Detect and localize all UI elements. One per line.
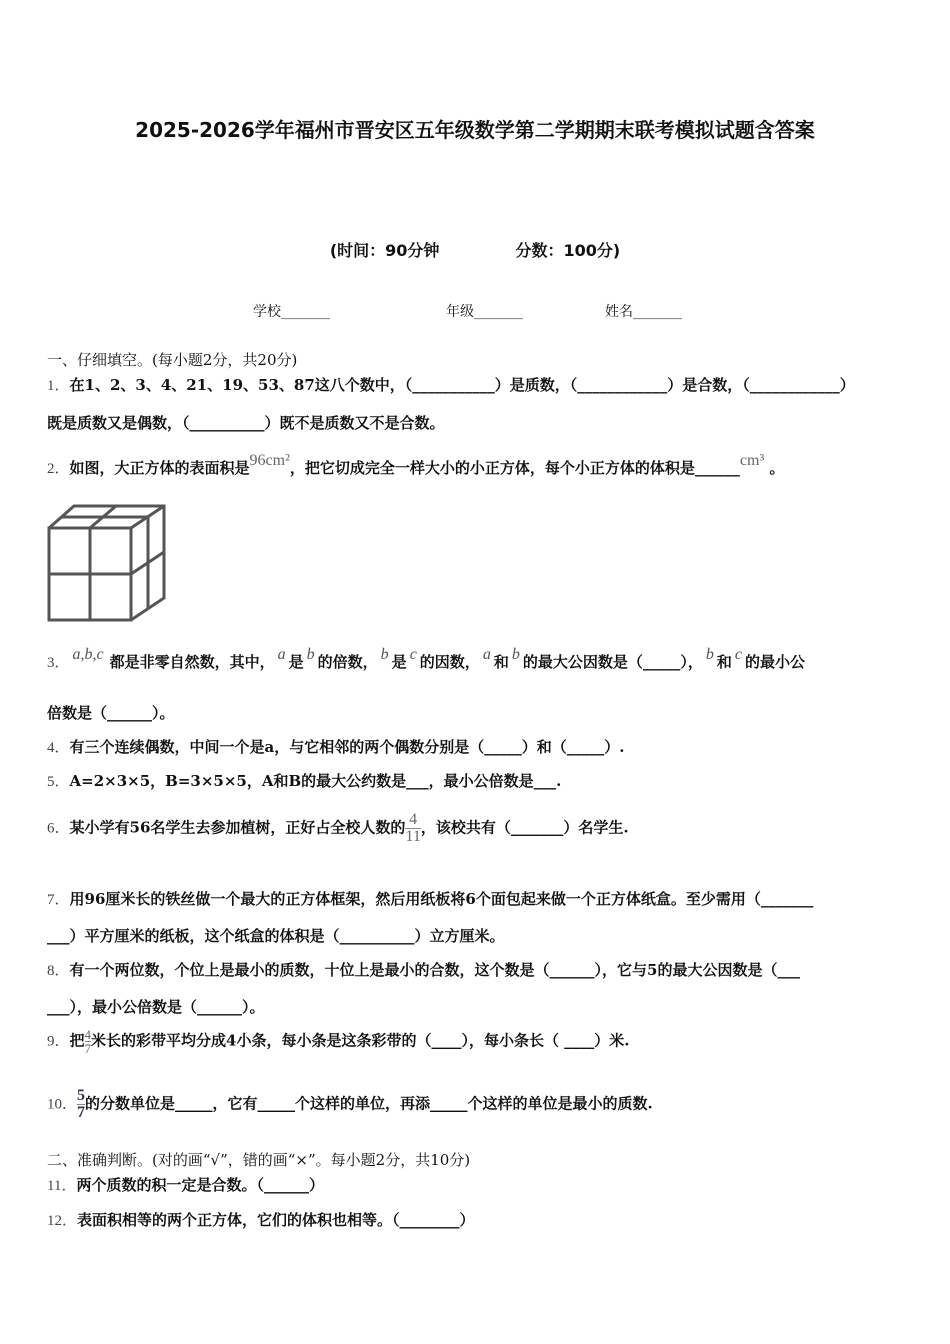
question-9 [47,1028,629,1055]
section-1-heading: 一、仔细填空。(每小题2分，共20分) [47,351,298,369]
question-number: 10． [47,1096,78,1113]
question-number: 11． [47,1178,77,1194]
math-expression: 96cm² [249,452,290,469]
question-number: 12． [47,1213,78,1229]
math-variable: b [306,646,315,663]
fraction [77,1088,85,1121]
question-text: 的分数单位是_____，它有_____个这样的单位，再添_____个这样的单位是最小的质数. [85,1094,653,1113]
question-text: 表面积相等的两个正方体，它们的体积也相等。（________） [77,1211,475,1229]
question-number: 2． [47,461,70,477]
grade-field: 年级_______ [446,304,523,320]
question-8 [47,960,800,981]
question-text: A=2×3×5，B=3×5×5，A和B的最大公约数是___，最小公倍数是___. [69,772,562,790]
numerator: 4 [84,1027,92,1042]
denominator: 11 [405,828,421,845]
question-7 [47,889,813,910]
question-text: 。 [764,459,785,477]
page-title: 2025-2026学年福州市晋安区五年级数学第二学期期末联考模拟试题含答案 [135,118,815,142]
math-variable: b [511,646,520,663]
question-11 [47,1175,324,1196]
question-7-cont: ___）平方厘米的纸板，这个纸盒的体积是（__________）立方厘米。 [47,927,505,945]
math-variable: a [277,646,286,663]
question-text: 是 [288,653,304,671]
math-expression: cm³ [739,452,765,469]
math-variable: b [705,646,714,663]
question-text: 和 [493,653,509,671]
question-number: 9． [47,1033,70,1050]
question-number: 4． [47,740,70,756]
question-3-cont: 倍数是（______）。 [47,704,175,722]
question-3 [47,646,805,673]
exam-meta [0,238,950,261]
section-2-heading: 二、准确判断。(对的画“√”，错的画“×”。每小题2分，共10分) [47,1151,471,1169]
question-5 [47,771,561,792]
question-12 [47,1210,475,1231]
question-text: 的最大公因数是（_____）， [522,653,703,671]
question-number: 6． [47,820,70,837]
name-field: 姓名_______ [605,304,682,320]
question-text: 的倍数， [317,653,378,671]
question-number: 5． [47,774,70,790]
question-number: 8． [47,963,70,979]
cube-figure [46,502,170,626]
question-text: 有三个连续偶数，中间一个是a，与它相邻的两个偶数分别是（_____）和（_____）. [69,738,625,756]
fraction [405,812,420,845]
question-text: 用96厘米长的铁丝做一个最大的正方体框架，然后用纸板将6个面包起来做一个正方体纸盒。至少需用（_______ [69,890,814,908]
question-text: 把 [69,1031,85,1050]
question-text: 两个质数的积一定是合数。（______） [76,1176,324,1194]
denominator: 7 [84,1041,92,1056]
question-4 [47,737,624,758]
question-number: 1． [47,378,70,394]
question-1-cont: 既是质数又是偶数，（__________）既不是质数又不是合数。 [47,414,445,432]
question-6 [47,812,629,845]
question-text: 如图，大正方体的表面积是 [69,459,250,477]
math-variable: c [409,646,417,663]
question-text: 都是非零自然数，其中， [109,653,275,671]
question-text: 在1、2、3、4、21、19、53、87这八个数中，（___________）是质数，（____________）是合数，（____________） [69,376,855,394]
question-2 [47,452,785,479]
math-variable: b [380,646,389,663]
school-field: 学校_______ [253,304,330,320]
question-10 [47,1088,653,1121]
question-text: 有一个两位数，个位上是最小的质数，十位上是最小的合数，这个数是（______），它与5的最大公因数是（___ [69,961,800,979]
question-text: 和 [716,653,732,671]
math-variable: c [734,646,742,663]
question-text: 的最小公 [744,653,805,671]
numerator: 5 [77,1087,86,1104]
question-text: ，该校共有（_______）名学生. [420,818,629,837]
question-8-cont: ___），最小公倍数是（______）。 [47,998,265,1016]
time-label: (时间：90分钟 [329,241,440,260]
score-label: 分数：100分) [515,241,621,260]
question-text: 某小学有56名学生去参加植树，正好占全校人数的 [69,818,406,837]
question-number: 3． [47,655,70,671]
question-text: 是 [391,653,407,671]
question-1 [47,375,855,396]
question-number: 7． [47,892,70,908]
question-text: 的因数， [419,653,480,671]
question-text: ，把它切成完全一样大小的小正方体，每个小正方体的体积是______ [289,459,740,477]
math-variable: a [482,646,491,663]
denominator: 7 [77,1104,86,1121]
question-text: 米长的彩带平均分成4小条，每小条是这条彩带的（____），每小条长（ ____）米. [91,1031,630,1050]
math-variable: a,b,c [72,646,104,663]
numerator: 4 [409,811,418,828]
